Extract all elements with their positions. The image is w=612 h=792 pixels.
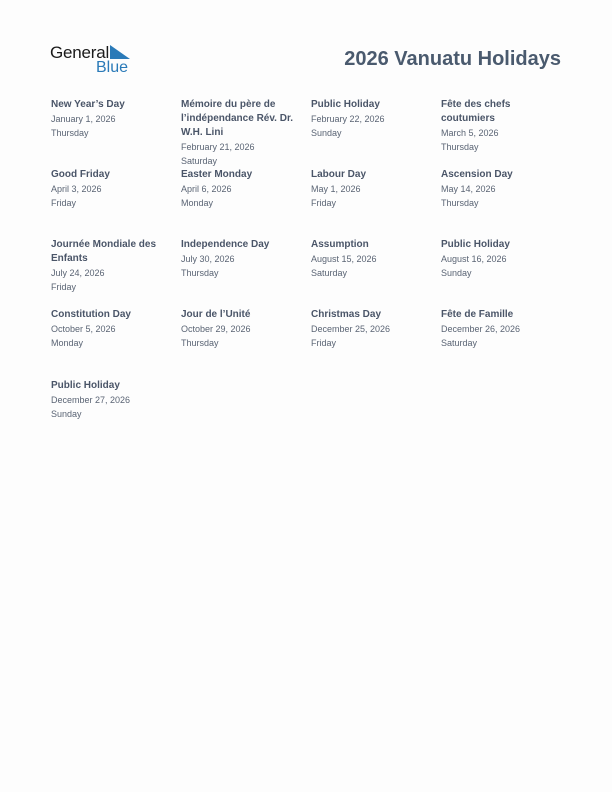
holiday-weekday: Thursday <box>51 128 89 138</box>
holiday-item <box>51 379 175 421</box>
holiday-name: Assumption <box>311 239 369 250</box>
logo-blue-text: Blue <box>96 59 129 76</box>
holiday-date: July 30, 2026 <box>181 254 235 264</box>
holiday-date: December 27, 2026 <box>51 395 131 405</box>
holiday-date: April 3, 2026 <box>51 184 102 194</box>
holiday-weekday: Saturday <box>181 156 218 166</box>
holiday-date: February 21, 2026 <box>181 142 255 152</box>
holiday-name: Independence Day <box>181 239 270 250</box>
holiday-name: Fête des chefs coutumiers <box>441 99 511 124</box>
holiday-item <box>311 308 435 350</box>
holiday-name: Fête de Famille <box>441 309 514 320</box>
holiday-weekday: Sunday <box>441 268 472 278</box>
holiday-name: Public Holiday <box>51 380 120 391</box>
logo-general-text: General <box>50 43 110 62</box>
holiday-date: August 15, 2026 <box>311 254 377 264</box>
holiday-weekday: Sunday <box>51 409 82 419</box>
holiday-date: February 22, 2026 <box>311 114 385 124</box>
holiday-name: Jour de l’Unité <box>181 309 251 320</box>
holiday-weekday: Thursday <box>181 268 219 278</box>
holiday-weekday: Monday <box>181 198 214 208</box>
holiday-item <box>51 98 175 140</box>
holiday-name: Constitution Day <box>51 309 131 320</box>
page-title: 2026 Vanuatu Holidays <box>344 48 561 70</box>
holiday-date: May 1, 2026 <box>311 184 361 194</box>
holiday-weekday: Saturday <box>441 338 478 348</box>
holiday-name: Journée Mondiale des Enfants <box>51 239 157 264</box>
holiday-item <box>181 308 305 350</box>
holiday-date: January 1, 2026 <box>51 114 116 124</box>
holiday-date: March 5, 2026 <box>441 128 499 138</box>
holiday-name: Public Holiday <box>441 239 510 250</box>
holiday-weekday: Saturday <box>311 268 348 278</box>
holiday-date: April 6, 2026 <box>181 184 232 194</box>
holiday-item <box>181 168 305 210</box>
holiday-item <box>181 238 305 280</box>
holiday-date: August 16, 2026 <box>441 254 507 264</box>
holiday-item <box>181 98 305 168</box>
holiday-item <box>51 168 175 210</box>
holiday-date: October 5, 2026 <box>51 324 116 334</box>
holiday-item <box>311 238 435 280</box>
holiday-item <box>51 238 175 294</box>
holiday-item <box>441 308 565 350</box>
holiday-name: Ascension Day <box>441 169 513 180</box>
holiday-weekday: Sunday <box>311 128 342 138</box>
holiday-date: December 25, 2026 <box>311 324 391 334</box>
holiday-weekday: Monday <box>51 338 84 348</box>
generalblue-logo <box>50 43 140 79</box>
holiday-weekday: Friday <box>311 338 337 348</box>
holiday-name: Labour Day <box>311 169 367 180</box>
holiday-weekday: Thursday <box>181 338 219 348</box>
holiday-item <box>311 168 435 210</box>
holiday-item <box>441 98 565 154</box>
holiday-date: July 24, 2026 <box>51 268 105 278</box>
holiday-item <box>51 308 175 350</box>
holiday-name: Mémoire du père de l’indépendance Rév. Dr. W.H. Lini <box>181 99 294 138</box>
holiday-name: Easter Monday <box>181 169 253 180</box>
holiday-weekday: Friday <box>51 198 77 208</box>
holiday-weekday: Friday <box>51 282 77 292</box>
holiday-weekday: Friday <box>311 198 337 208</box>
holiday-date: October 29, 2026 <box>181 324 251 334</box>
holiday-weekday: Thursday <box>441 142 479 152</box>
holiday-item <box>441 168 565 210</box>
holiday-date: May 14, 2026 <box>441 184 496 194</box>
holiday-weekday: Thursday <box>441 198 479 208</box>
holiday-item <box>441 238 565 280</box>
holiday-name: Public Holiday <box>311 99 380 110</box>
holiday-item <box>311 98 435 140</box>
holiday-name: New Year’s Day <box>51 99 125 110</box>
holiday-date: December 26, 2026 <box>441 324 521 334</box>
holiday-name: Christmas Day <box>311 309 382 320</box>
holiday-name: Good Friday <box>51 169 110 180</box>
